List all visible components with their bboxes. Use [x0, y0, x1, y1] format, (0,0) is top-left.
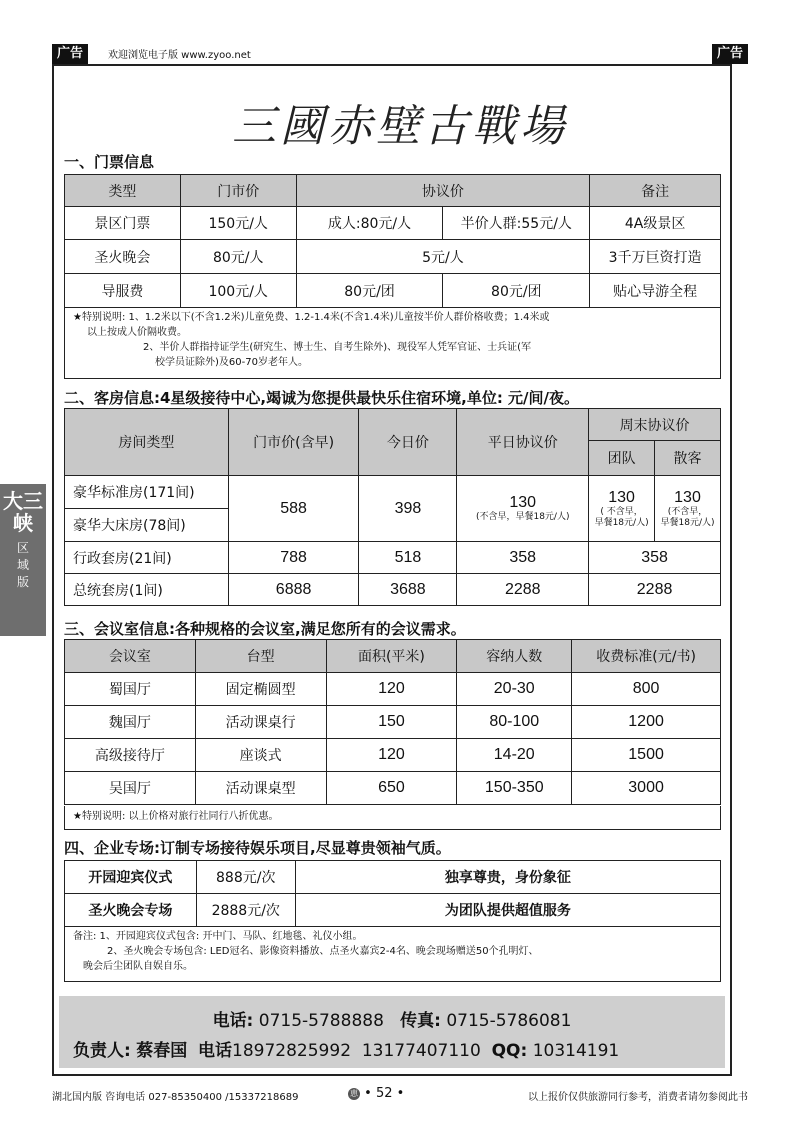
room-today: 3688 [359, 574, 457, 606]
room-type: 行政套房(21间) [65, 542, 229, 574]
table-row [65, 894, 721, 927]
ticket-remark: 3千万巨资打造 [590, 240, 721, 274]
ad-tag-right: 广告 [712, 44, 748, 64]
room-section-heading: 二、客房信息:4星级接待中心,竭诚为您提供最快乐住宿环境,单位: 元/间/夜。 [64, 389, 580, 407]
column-header: 平日协议价 [457, 409, 589, 476]
enterprise-section-heading: 四、企业专场:订制专场接待娱乐项目,尽显尊贵领袖气质。 [64, 839, 451, 857]
room-retail: 788 [228, 542, 359, 574]
column-header: 门市价(含早) [228, 409, 359, 476]
note-line: 2、半价人群指持证学生(研究生、博士生、自考生除外)、现役军人凭军官证、士兵证(军 [143, 342, 532, 353]
phone-label: 电话: [212, 1011, 254, 1031]
ticket-agree-adult: 成人:80元/人 [296, 207, 443, 240]
ticket-remark: 4A级景区 [590, 207, 721, 240]
ticket-retail: 100元/人 [180, 274, 296, 308]
ticket-agree-half: 半价人群:55元/人 [443, 207, 590, 240]
region-label-char: 区 [16, 541, 29, 555]
note-line: 校学员证除外)及60-70岁老年人。 [155, 357, 308, 368]
enterprise-desc: 为团队提供超值服务 [295, 894, 720, 927]
page-footer [52, 1086, 748, 1102]
table-row [65, 207, 721, 240]
table-row [65, 542, 721, 574]
phone-number: 0715-5788888 [258, 1011, 384, 1031]
ticket-agree-b: 80元/团 [443, 274, 590, 308]
contact-line [73, 1036, 619, 1061]
column-header: 会议室 [65, 640, 196, 673]
meeting-area: 650 [326, 772, 457, 805]
table-row [65, 739, 721, 772]
note-line: 以上按成人价隔收费。 [87, 327, 187, 338]
room-table [64, 408, 721, 606]
ticket-remark: 贴心导游全程 [590, 274, 721, 308]
column-header: 台型 [195, 640, 326, 673]
mobile-label: 电话 [198, 1041, 233, 1061]
page-number: • 52 • [364, 1086, 405, 1101]
room-team-note: ( 不含早， [600, 506, 643, 517]
meeting-area: 150 [326, 706, 457, 739]
person-label: 负责人: [73, 1041, 131, 1061]
table-header-row [65, 175, 721, 207]
contact-bar [59, 996, 725, 1068]
room-today: 398 [359, 476, 457, 542]
room-type: 豪华标准房(171间) [65, 476, 229, 509]
meeting-capacity: 80-100 [457, 706, 572, 739]
column-header: 门市价 [180, 175, 296, 207]
room-indiv-note: (不含早， [667, 506, 708, 517]
ticket-table [64, 174, 721, 308]
table-row [65, 673, 721, 706]
person-name: 蔡春国 [136, 1041, 188, 1061]
column-header: 类型 [65, 175, 181, 207]
meeting-layout: 活动课桌型 [195, 772, 326, 805]
table-header-row [65, 409, 721, 441]
website-text: 欢迎浏览电子版 www.zyoo.net [108, 50, 251, 61]
room-retail: 588 [228, 476, 359, 542]
room-retail: 6888 [228, 574, 359, 606]
table-row [65, 861, 721, 894]
enterprise-price: 2888元/次 [196, 894, 295, 927]
ticket-retail: 150元/人 [180, 207, 296, 240]
room-team-price: 130 [608, 488, 635, 506]
column-header: 面积(平米) [326, 640, 457, 673]
meeting-room: 魏国厅 [65, 706, 196, 739]
region-name: 大三峡 [3, 489, 43, 535]
table-row [65, 240, 721, 274]
meeting-price: 1500 [572, 739, 721, 772]
room-weekday [457, 476, 589, 542]
ticket-agree: 5元/人 [296, 240, 590, 274]
meeting-area: 120 [326, 739, 457, 772]
room-indiv-price: 130 [674, 488, 701, 506]
room-type: 总统套房(1间) [65, 574, 229, 606]
ad-tag-left: 广告 [52, 44, 88, 64]
meeting-room: 高级接待厅 [65, 739, 196, 772]
meeting-note: ★特别说明: 以上价格对旅行社同行八折优惠。 [64, 806, 721, 830]
column-header: 房间类型 [65, 409, 229, 476]
meeting-area: 120 [326, 673, 457, 706]
enterprise-item: 开园迎宾仪式 [65, 861, 197, 894]
contact-line [59, 1006, 725, 1031]
room-weekday: 2288 [457, 574, 589, 606]
room-weekday-note: (不含早，早餐18元/人) [475, 512, 570, 522]
meeting-price: 1200 [572, 706, 721, 739]
room-weekend-individual [655, 476, 721, 542]
meeting-room: 蜀国厅 [65, 673, 196, 706]
meeting-layout: 固定椭圆型 [195, 673, 326, 706]
column-header: 协议价 [296, 175, 590, 207]
meeting-capacity: 14-20 [457, 739, 572, 772]
room-type: 豪华大床房(78间) [65, 509, 229, 542]
room-team-note: 早餐18元/人) [594, 517, 649, 528]
footer-right: 以上报价仅供旅游同行参考，消费者请勿参阅此书 [528, 1092, 748, 1103]
room-indiv-note: 早餐18元/人) [660, 517, 715, 528]
room-weekend: 358 [589, 542, 721, 574]
room-weekend: 2288 [589, 574, 721, 606]
note-line: ★特别说明: 1、1.2米以下(不含1.2米)儿童免费、1.2-1.4米(不含1.4米)儿童按半价人群价格收费；1.4米或 [73, 312, 550, 323]
table-row [65, 772, 721, 805]
meeting-capacity: 150-350 [457, 772, 572, 805]
ticket-type: 导服费 [65, 274, 181, 308]
enterprise-price: 888元/次 [196, 861, 295, 894]
enterprise-item: 圣火晚会专场 [65, 894, 197, 927]
logo-icon: 恵 [350, 1088, 358, 1098]
room-weekday-price: 130 [509, 494, 537, 511]
ticket-type: 景区门票 [65, 207, 181, 240]
region-label-char: 域 [16, 558, 29, 572]
column-header: 收费标准(元/书) [572, 640, 721, 673]
table-row [65, 274, 721, 308]
qq-label: QQ: [491, 1041, 528, 1061]
region-side-tab [0, 484, 46, 636]
table-header-row [65, 640, 721, 673]
region-label-char: 版 [16, 575, 29, 589]
page-number-block [348, 1086, 404, 1101]
meeting-price: 3000 [572, 772, 721, 805]
meeting-table [64, 639, 721, 805]
ticket-agree-a: 80元/团 [296, 274, 443, 308]
note-line: 晚会后尘团队自娱自乐。 [83, 961, 193, 972]
meeting-section-heading: 三、会议室信息:各种规格的会议室,满足您所有的会议需求。 [64, 620, 466, 638]
meeting-room: 吴国厅 [65, 772, 196, 805]
brand-title: 三國赤壁古戰場 [232, 101, 568, 152]
ticket-note [64, 307, 721, 379]
enterprise-note [64, 926, 721, 982]
meeting-capacity: 20-30 [457, 673, 572, 706]
table-row [65, 574, 721, 606]
enterprise-table [64, 860, 721, 927]
column-header: 容纳人数 [457, 640, 572, 673]
column-header: 今日价 [359, 409, 457, 476]
footer-left: 湖北国内版 咨询电话 027-85350400 /15337218689 [52, 1092, 299, 1103]
meeting-price: 800 [572, 673, 721, 706]
fax-label: 传真: [400, 1011, 441, 1031]
meeting-layout: 活动课桌行 [195, 706, 326, 739]
note-line: 2、圣火晚会专场包含: LED冠名、影像资料播放、点圣火嘉宾2-4名、晚会现场赠送50个孔明灯、 [107, 946, 539, 957]
table-row [65, 476, 721, 509]
ticket-retail: 80元/人 [180, 240, 296, 274]
room-weekday: 358 [457, 542, 589, 574]
column-header: 备注 [590, 175, 721, 207]
enterprise-desc: 独享尊贵，身份象征 [295, 861, 720, 894]
mobile-number: 18972825992 13177407110 [232, 1041, 481, 1061]
page-header [52, 44, 748, 64]
note-line: 备注: 1、开园迎宾仪式包含: 开中门、马队、红地毯、礼仪小组。 [73, 931, 363, 942]
room-today: 518 [359, 542, 457, 574]
qq-number: 10314191 [532, 1041, 620, 1061]
meeting-layout: 座谈式 [195, 739, 326, 772]
column-header: 散客 [655, 441, 721, 476]
ticket-type: 圣火晚会 [65, 240, 181, 274]
ticket-section-heading: 一、门票信息 [64, 153, 155, 171]
column-header: 周末协议价 [589, 409, 721, 441]
room-weekend-team [589, 476, 655, 542]
column-header: 团队 [589, 441, 655, 476]
table-row [65, 706, 721, 739]
fax-number: 0715-5786081 [446, 1011, 572, 1031]
